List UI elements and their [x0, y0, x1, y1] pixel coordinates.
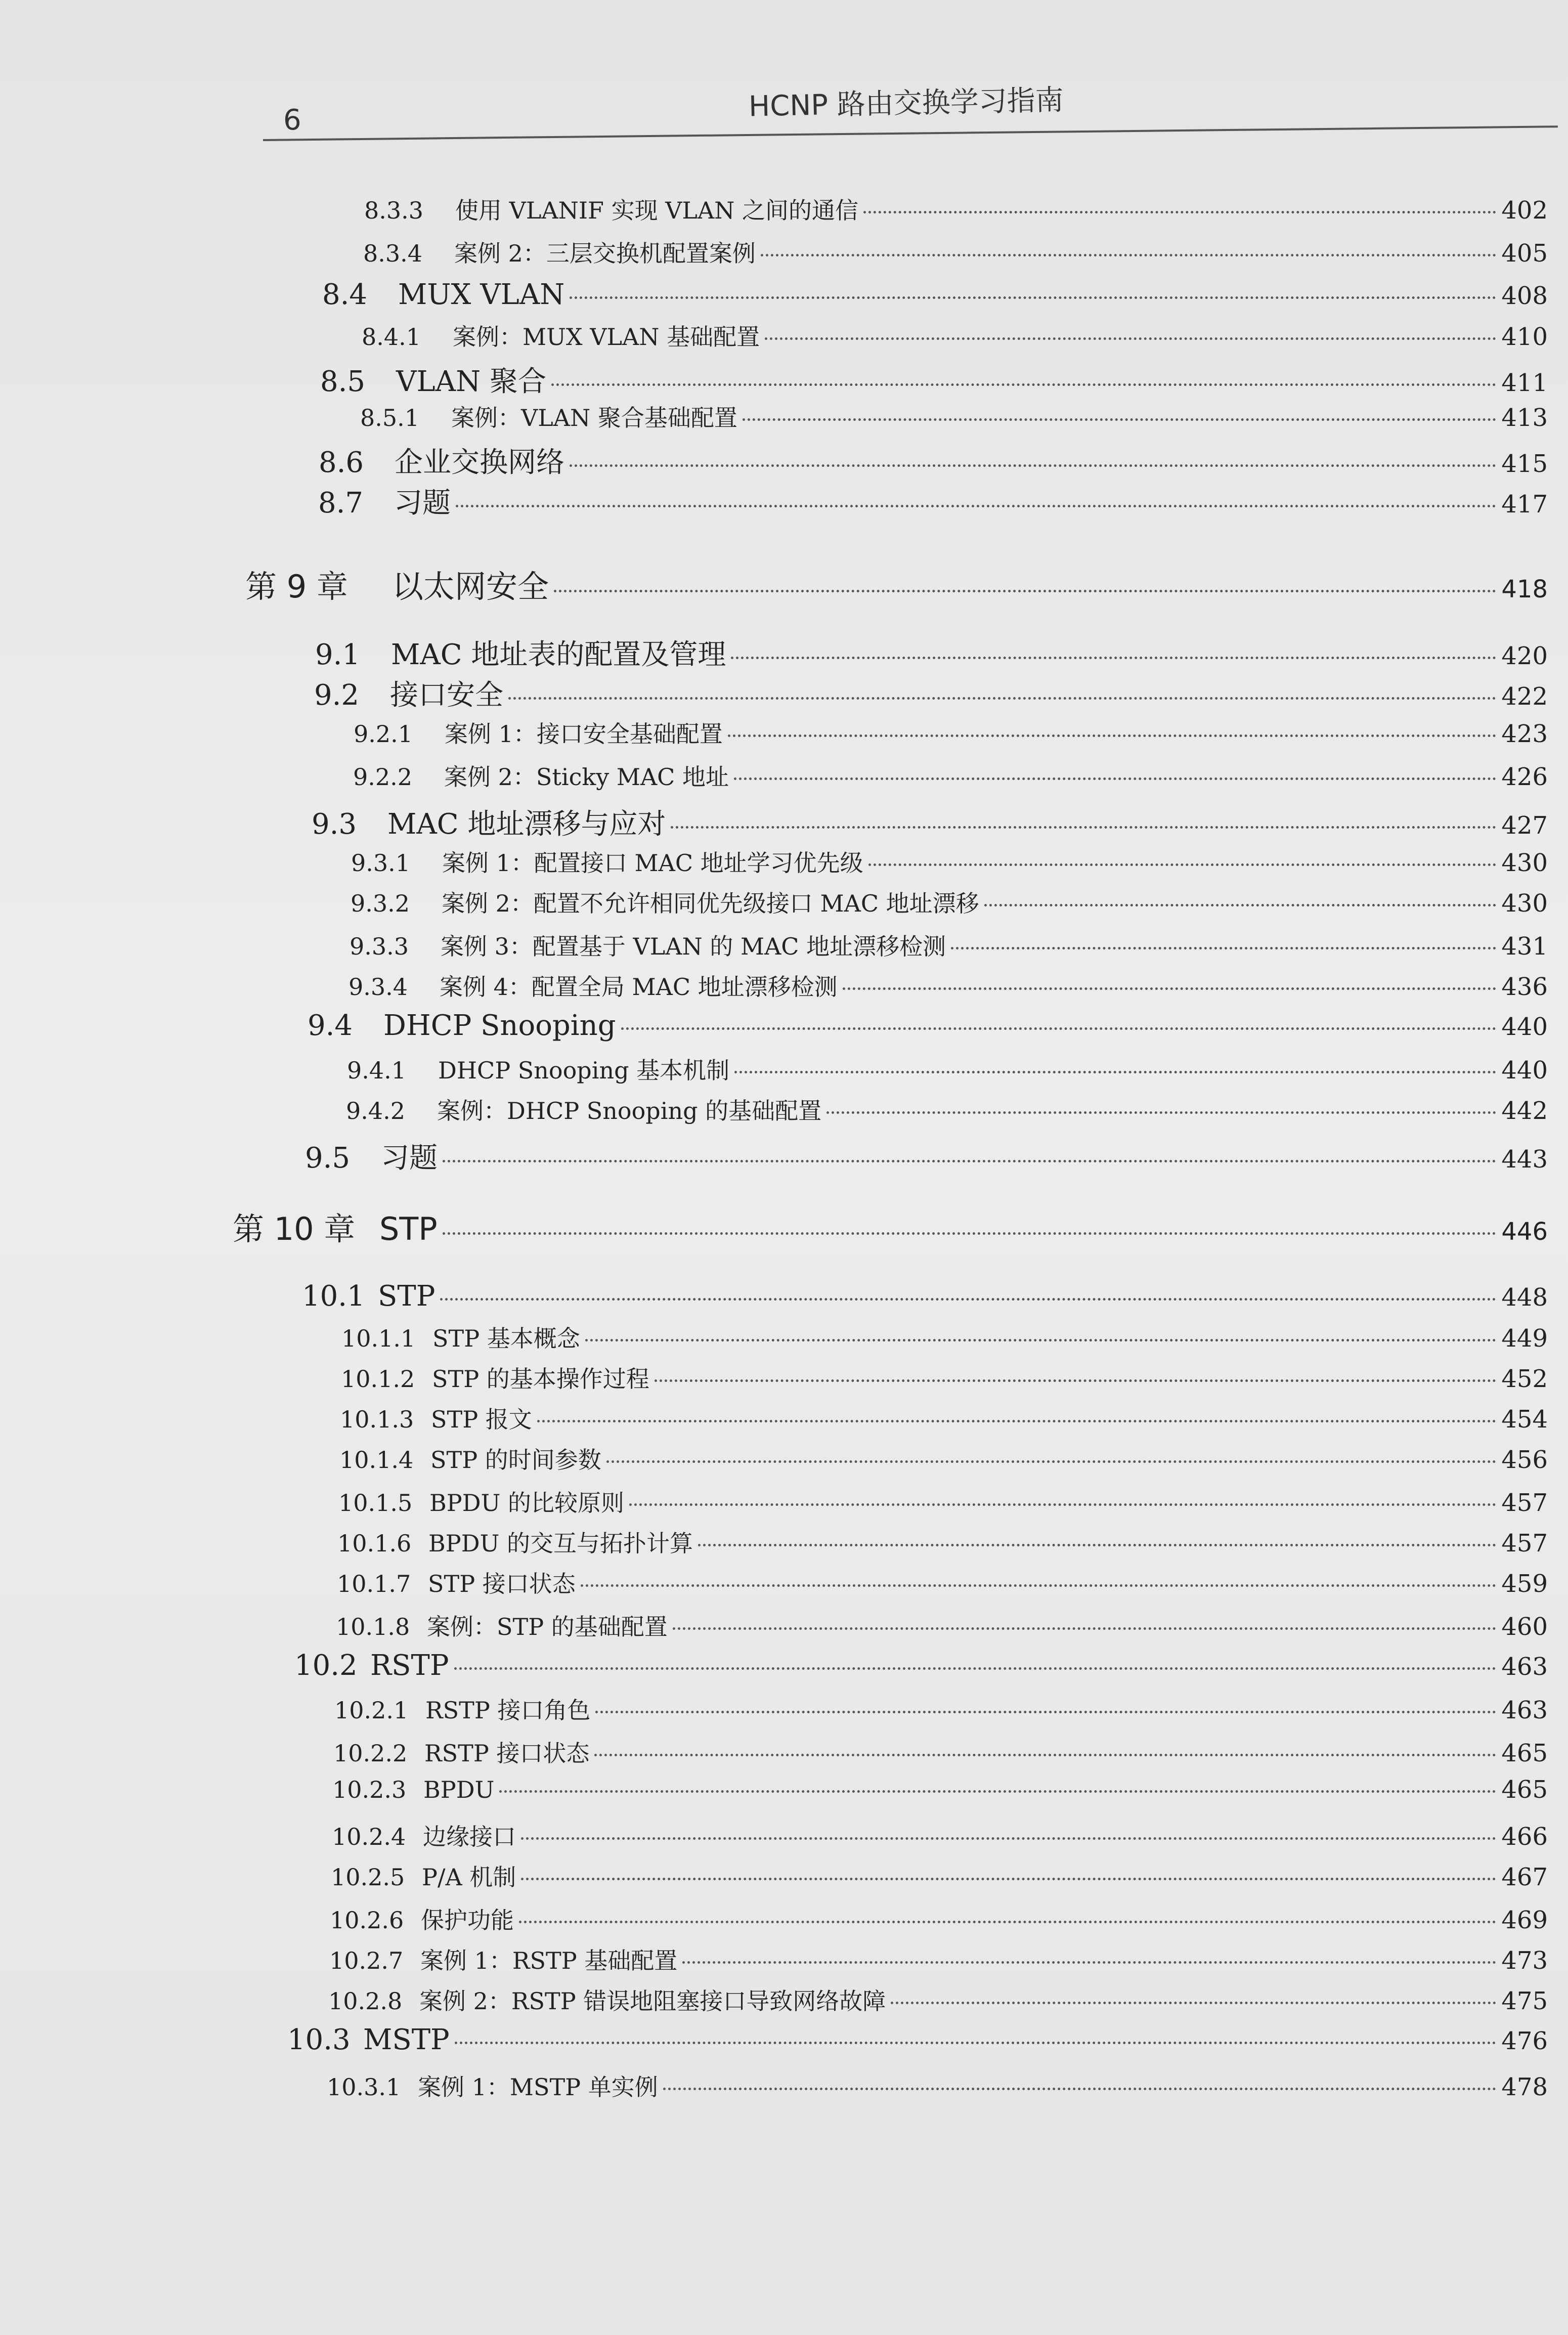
- dot-leader: [554, 590, 1496, 592]
- dot-leader: [843, 987, 1497, 990]
- dot-leader: [551, 383, 1497, 386]
- toc-section: [318, 481, 1548, 521]
- toc-entry-page: 411: [1501, 369, 1548, 397]
- toc-section: [294, 1649, 1548, 1682]
- dot-leader: [519, 1921, 1496, 1923]
- toc-entry-title: BPDU 的交互与拓扑计算: [428, 1530, 693, 1557]
- toc-entry-number: 10.2: [294, 1649, 358, 1682]
- toc-entry-number: 8.4: [322, 278, 368, 311]
- toc-entry-number: 9.4: [308, 1009, 353, 1042]
- toc-entry-page: 454: [1501, 1405, 1548, 1434]
- toc-entry-title: 案例 4：配置全局 MAC 地址漂移检测: [440, 973, 838, 1001]
- toc-subsection: [330, 1902, 1548, 1935]
- dot-leader: [581, 1584, 1497, 1587]
- dot-leader: [456, 505, 1496, 507]
- toc-entry-page: 475: [1501, 1987, 1548, 2015]
- dot-leader: [671, 826, 1496, 829]
- toc-entry-page: 427: [1501, 811, 1548, 840]
- toc-entry-number: 10.1.1: [341, 1325, 416, 1352]
- dot-leader: [570, 464, 1496, 467]
- toc-entry-title: 案例 1：接口安全基础配置: [445, 720, 723, 748]
- dot-leader: [765, 337, 1496, 340]
- toc-subsection: [332, 1819, 1548, 1852]
- toc-entry-page: 413: [1501, 404, 1548, 432]
- dot-leader: [734, 1071, 1496, 1073]
- toc-subsection: [347, 1052, 1548, 1086]
- toc-entry-number: 8.3.3: [364, 197, 424, 224]
- toc-entry-title: 案例 2：配置不允许相同优先级接口 MAC 地址漂移: [442, 890, 979, 917]
- toc-entry-title: 企业交换网络: [395, 446, 564, 479]
- dot-leader: [761, 254, 1496, 256]
- toc-subsection: [331, 1859, 1548, 1892]
- toc-entry-title: MSTP: [363, 2023, 450, 2056]
- toc-entry-title: STP 的时间参数: [430, 1446, 601, 1474]
- toc-entry-number: 8.3.4: [363, 240, 423, 267]
- toc-entry-page: 463: [1501, 1696, 1548, 1724]
- toc-section: [287, 2023, 1548, 2056]
- toc-entry-number: 10.2.1: [334, 1697, 409, 1724]
- toc-entry-page: 466: [1501, 1823, 1548, 1851]
- toc-entry-title: BPDU: [423, 1776, 495, 1803]
- toc-entry-title: 习题: [381, 1142, 438, 1175]
- toc-entry-number: 10.2.4: [332, 1823, 406, 1850]
- toc-entry-page: 456: [1501, 1446, 1548, 1474]
- toc-entry-title: STP 基本概念: [432, 1325, 580, 1352]
- toc-subsection: [332, 1776, 1548, 1804]
- toc-subsection: [341, 1361, 1548, 1394]
- toc-entry-page: 465: [1501, 1739, 1548, 1767]
- toc-entry-number: 10.1.4: [339, 1446, 414, 1474]
- toc-entry-page: 473: [1501, 1947, 1548, 1975]
- toc-entry-number: 9.3.1: [351, 849, 411, 877]
- book-title: HCNP 路由交换学习指南: [748, 83, 1064, 123]
- toc-entry-number: 9.2: [314, 679, 360, 712]
- toc-entry-page: 469: [1501, 1906, 1548, 1934]
- toc-subsection: [340, 1401, 1548, 1435]
- dot-leader: [868, 863, 1497, 866]
- toc-entry-title: 案例：MUX VLAN 基础配置: [453, 323, 760, 351]
- page-number: 6: [283, 104, 301, 137]
- toc-entry-number: 9.1: [315, 638, 361, 671]
- toc-section: [314, 673, 1548, 713]
- toc-entry-title: 接口安全: [390, 679, 503, 712]
- toc-entry-page: 426: [1501, 763, 1548, 791]
- toc-entry-number: 9.2.1: [354, 720, 413, 748]
- toc-subsection: [338, 1485, 1548, 1518]
- toc-entry-number: 第 9 章: [245, 568, 348, 605]
- toc-subsection: [341, 1320, 1548, 1354]
- toc-entry-page: 457: [1501, 1489, 1548, 1517]
- toc-entry-title: DHCP Snooping: [383, 1009, 616, 1042]
- dot-leader: [728, 734, 1496, 737]
- toc-entry-number: 9.3.3: [350, 933, 409, 960]
- toc-entry-page: 418: [1501, 575, 1548, 603]
- dot-leader: [454, 1667, 1497, 1670]
- toc-chapter: [245, 561, 1548, 607]
- toc-entry-page: 423: [1501, 720, 1548, 748]
- toc-entry-number: 10.2.3: [332, 1776, 407, 1803]
- dot-leader: [734, 777, 1496, 780]
- dot-leader: [595, 1711, 1496, 1713]
- toc-subsection: [346, 1093, 1548, 1126]
- toc-entry-title: RSTP 接口状态: [424, 1740, 590, 1767]
- toc-entry-title: 案例：VLAN 聚合基础配置: [451, 404, 737, 431]
- toc-entry-page: 460: [1501, 1613, 1548, 1641]
- toc-entry-page: 410: [1501, 323, 1548, 351]
- toc-entry-number: 9.4.1: [347, 1057, 407, 1084]
- toc-section: [312, 802, 1548, 842]
- toc-entry-page: 436: [1501, 973, 1548, 1001]
- toc-entry-title: 案例 3：配置基于 VLAN 的 MAC 地址漂移检测: [441, 933, 946, 960]
- toc-entry-title: 案例 1：MSTP 单实例: [418, 2073, 658, 2101]
- toc-entry-title: MAC 地址表的配置及管理: [391, 638, 726, 671]
- toc-entry-number: 9.3.4: [349, 973, 408, 1001]
- toc-subsection: [336, 1609, 1548, 1642]
- toc-entry-title: 案例：DHCP Snooping 的基础配置: [437, 1097, 822, 1125]
- toc-subsection: [354, 716, 1548, 749]
- toc-entry-page: 415: [1501, 450, 1548, 478]
- toc-entry-title: 案例 2：RSTP 错误地阻塞接口导致网络故障: [419, 1987, 886, 2015]
- dot-leader: [826, 1111, 1496, 1114]
- dot-leader: [443, 1160, 1496, 1162]
- toc-entry-page: 459: [1501, 1570, 1548, 1598]
- toc-section: [305, 1136, 1548, 1176]
- toc-entry-title: STP: [379, 1210, 438, 1247]
- toc-section: [315, 632, 1548, 673]
- toc-section: [308, 1009, 1548, 1042]
- toc-subsection: [337, 1525, 1548, 1559]
- dot-leader: [585, 1339, 1497, 1342]
- toc-subsection: [360, 400, 1548, 433]
- toc-entry-number: 10.1.2: [341, 1365, 415, 1393]
- dot-leader: [455, 2042, 1497, 2044]
- toc-subsection: [349, 969, 1548, 1002]
- dot-leader: [682, 1961, 1496, 1964]
- toc-entry-title: DHCP Snooping 基本机制: [438, 1057, 730, 1084]
- toc-subsection: [362, 319, 1548, 352]
- toc-subsection: [364, 192, 1548, 226]
- toc-entry-title: BPDU 的比较原则: [429, 1489, 625, 1517]
- toc-entry-title: 案例 1：配置接口 MAC 地址学习优先级: [442, 849, 863, 877]
- toc-subsection: [353, 759, 1548, 792]
- toc-subsection: [327, 2069, 1548, 2102]
- toc-entry-title: 案例 2：三层交换机配置案例: [454, 240, 756, 267]
- toc-entry-number: 9.3: [312, 808, 357, 841]
- dot-leader: [499, 1790, 1496, 1793]
- toc-entry-page: 408: [1501, 282, 1548, 310]
- dot-leader: [594, 1754, 1496, 1756]
- toc-section: [319, 440, 1548, 481]
- toc-entry-number: 8.7: [318, 487, 364, 520]
- dot-leader: [606, 1460, 1497, 1463]
- toc-entry-number: 8.5.1: [360, 404, 420, 431]
- toc-entry-page: 402: [1501, 196, 1548, 225]
- toc-subsection: [328, 1983, 1548, 2016]
- toc-entry-number: 10.2.2: [333, 1740, 408, 1767]
- toc-entry-page: 457: [1501, 1529, 1548, 1558]
- dot-leader: [508, 697, 1496, 700]
- dot-leader: [521, 1837, 1496, 1840]
- dot-leader: [537, 1420, 1497, 1422]
- toc-entry-number: 10.1.7: [337, 1570, 411, 1597]
- toc-entry-title: STP 报文: [431, 1406, 532, 1433]
- dot-leader: [443, 1232, 1497, 1235]
- toc-entry-page: 476: [1501, 2027, 1548, 2055]
- toc-subsection: [333, 1735, 1548, 1768]
- toc-entry-number: 9.3.2: [351, 890, 410, 917]
- toc-entry-number: 10.1.6: [337, 1530, 412, 1557]
- toc-section: [302, 1280, 1548, 1313]
- toc-entry-title: 案例 2：Sticky MAC 地址: [444, 763, 729, 791]
- toc-entry-page: 443: [1501, 1145, 1548, 1174]
- toc-entry-page: 430: [1501, 889, 1548, 918]
- toc-entry-page: 448: [1501, 1283, 1548, 1312]
- toc-entry-number: 9.4.2: [346, 1097, 406, 1125]
- toc-entry-number: 10.2.6: [330, 1907, 404, 1934]
- toc-entry-number: 10.2.8: [328, 1987, 403, 2015]
- toc-entry-number: 10.1.5: [338, 1489, 413, 1517]
- dot-leader: [570, 296, 1496, 299]
- toc-entry-title: STP 接口状态: [428, 1570, 576, 1597]
- toc-entry-number: 10.3.1: [327, 2073, 401, 2101]
- toc-entry-title: STP 的基本操作过程: [432, 1365, 649, 1393]
- toc-subsection: [339, 1442, 1548, 1475]
- toc-entry-page: 442: [1501, 1097, 1548, 1125]
- toc-entry-title: 保护功能: [421, 1907, 514, 1934]
- dot-leader: [621, 1027, 1497, 1030]
- toc-entry-page: 440: [1501, 1056, 1548, 1085]
- toc-entry-title: RSTP: [370, 1649, 449, 1682]
- dot-leader: [731, 657, 1496, 659]
- toc-entry-number: 10.1.8: [336, 1613, 410, 1640]
- toc-entry-number: 9.5: [305, 1142, 351, 1175]
- toc-entry-page: 405: [1501, 239, 1548, 268]
- toc-entry-page: 440: [1501, 1013, 1548, 1041]
- dot-leader: [984, 904, 1497, 906]
- toc-entry-title: STP: [378, 1280, 435, 1313]
- toc-entry-number: 10.3: [287, 2023, 351, 2056]
- toc-entry-title: P/A 机制: [422, 1864, 516, 1891]
- dot-leader: [655, 1379, 1497, 1382]
- toc-entry-number: 第 10 章: [233, 1210, 356, 1247]
- toc-section: [322, 278, 1548, 311]
- toc-entry-number: 8.6: [319, 446, 364, 479]
- dot-leader: [863, 211, 1496, 213]
- toc-entry-title: MUX VLAN: [398, 278, 565, 311]
- toc-section: [320, 359, 1548, 400]
- toc-entry-title: 习题: [394, 487, 451, 520]
- toc-entry-number: 10.2.7: [329, 1947, 404, 1974]
- toc-entry-title: 边缘接口: [423, 1823, 516, 1850]
- toc-entry-number: 10.2.5: [331, 1864, 405, 1891]
- dot-leader: [891, 2002, 1496, 2004]
- toc-entry-number: 9.2.2: [353, 763, 413, 791]
- toc-subsection: [329, 1942, 1548, 1976]
- toc-entry-title: MAC 地址漂移与应对: [387, 808, 666, 841]
- dot-leader: [440, 1298, 1496, 1301]
- toc-entry-page: 422: [1501, 682, 1548, 711]
- toc-entry-page: 420: [1501, 642, 1548, 670]
- toc-entry-page: 467: [1501, 1863, 1548, 1891]
- toc-entry-title: VLAN 聚合: [396, 365, 546, 398]
- dot-leader: [698, 1544, 1496, 1546]
- toc-entry-page: 463: [1501, 1653, 1548, 1681]
- toc-entry-page: 452: [1501, 1365, 1548, 1393]
- dot-leader: [673, 1627, 1497, 1630]
- toc-subsection: [351, 885, 1548, 919]
- toc-subsection: [337, 1566, 1548, 1599]
- toc-entry-page: 465: [1501, 1776, 1548, 1804]
- toc-subsection: [334, 1692, 1548, 1725]
- toc-entry-page: 430: [1501, 849, 1548, 877]
- toc-entry-title: 使用 VLANIF 实现 VLAN 之间的通信: [455, 197, 859, 224]
- toc-entry-page: 431: [1501, 932, 1548, 961]
- toc-entry-number: 10.1.3: [340, 1406, 414, 1433]
- toc-entry-title: 案例：STP 的基础配置: [427, 1613, 668, 1640]
- dot-leader: [951, 947, 1496, 949]
- toc-entry-page: 478: [1501, 2073, 1548, 2101]
- dot-leader: [663, 2088, 1497, 2090]
- toc-subsection: [351, 845, 1548, 878]
- dot-leader: [743, 418, 1497, 421]
- toc-entry-title: 以太网安全: [392, 568, 549, 605]
- toc-entry-number: 10.1: [302, 1280, 365, 1313]
- toc-entry-number: 8.5: [320, 365, 366, 398]
- toc-entry-title: 案例 1：RSTP 基础配置: [420, 1947, 678, 1974]
- toc-entry-number: 8.4.1: [362, 323, 421, 351]
- toc-entry-page: 446: [1501, 1218, 1548, 1246]
- toc-entry-page: 417: [1501, 490, 1548, 518]
- dot-leader: [629, 1503, 1496, 1506]
- toc-chapter: [233, 1204, 1548, 1249]
- toc-subsection: [363, 235, 1548, 269]
- toc-entry-title: RSTP 接口角色: [425, 1697, 591, 1724]
- dot-leader: [521, 1878, 1496, 1880]
- toc-subsection: [350, 928, 1548, 962]
- toc-entry-page: 449: [1501, 1324, 1548, 1353]
